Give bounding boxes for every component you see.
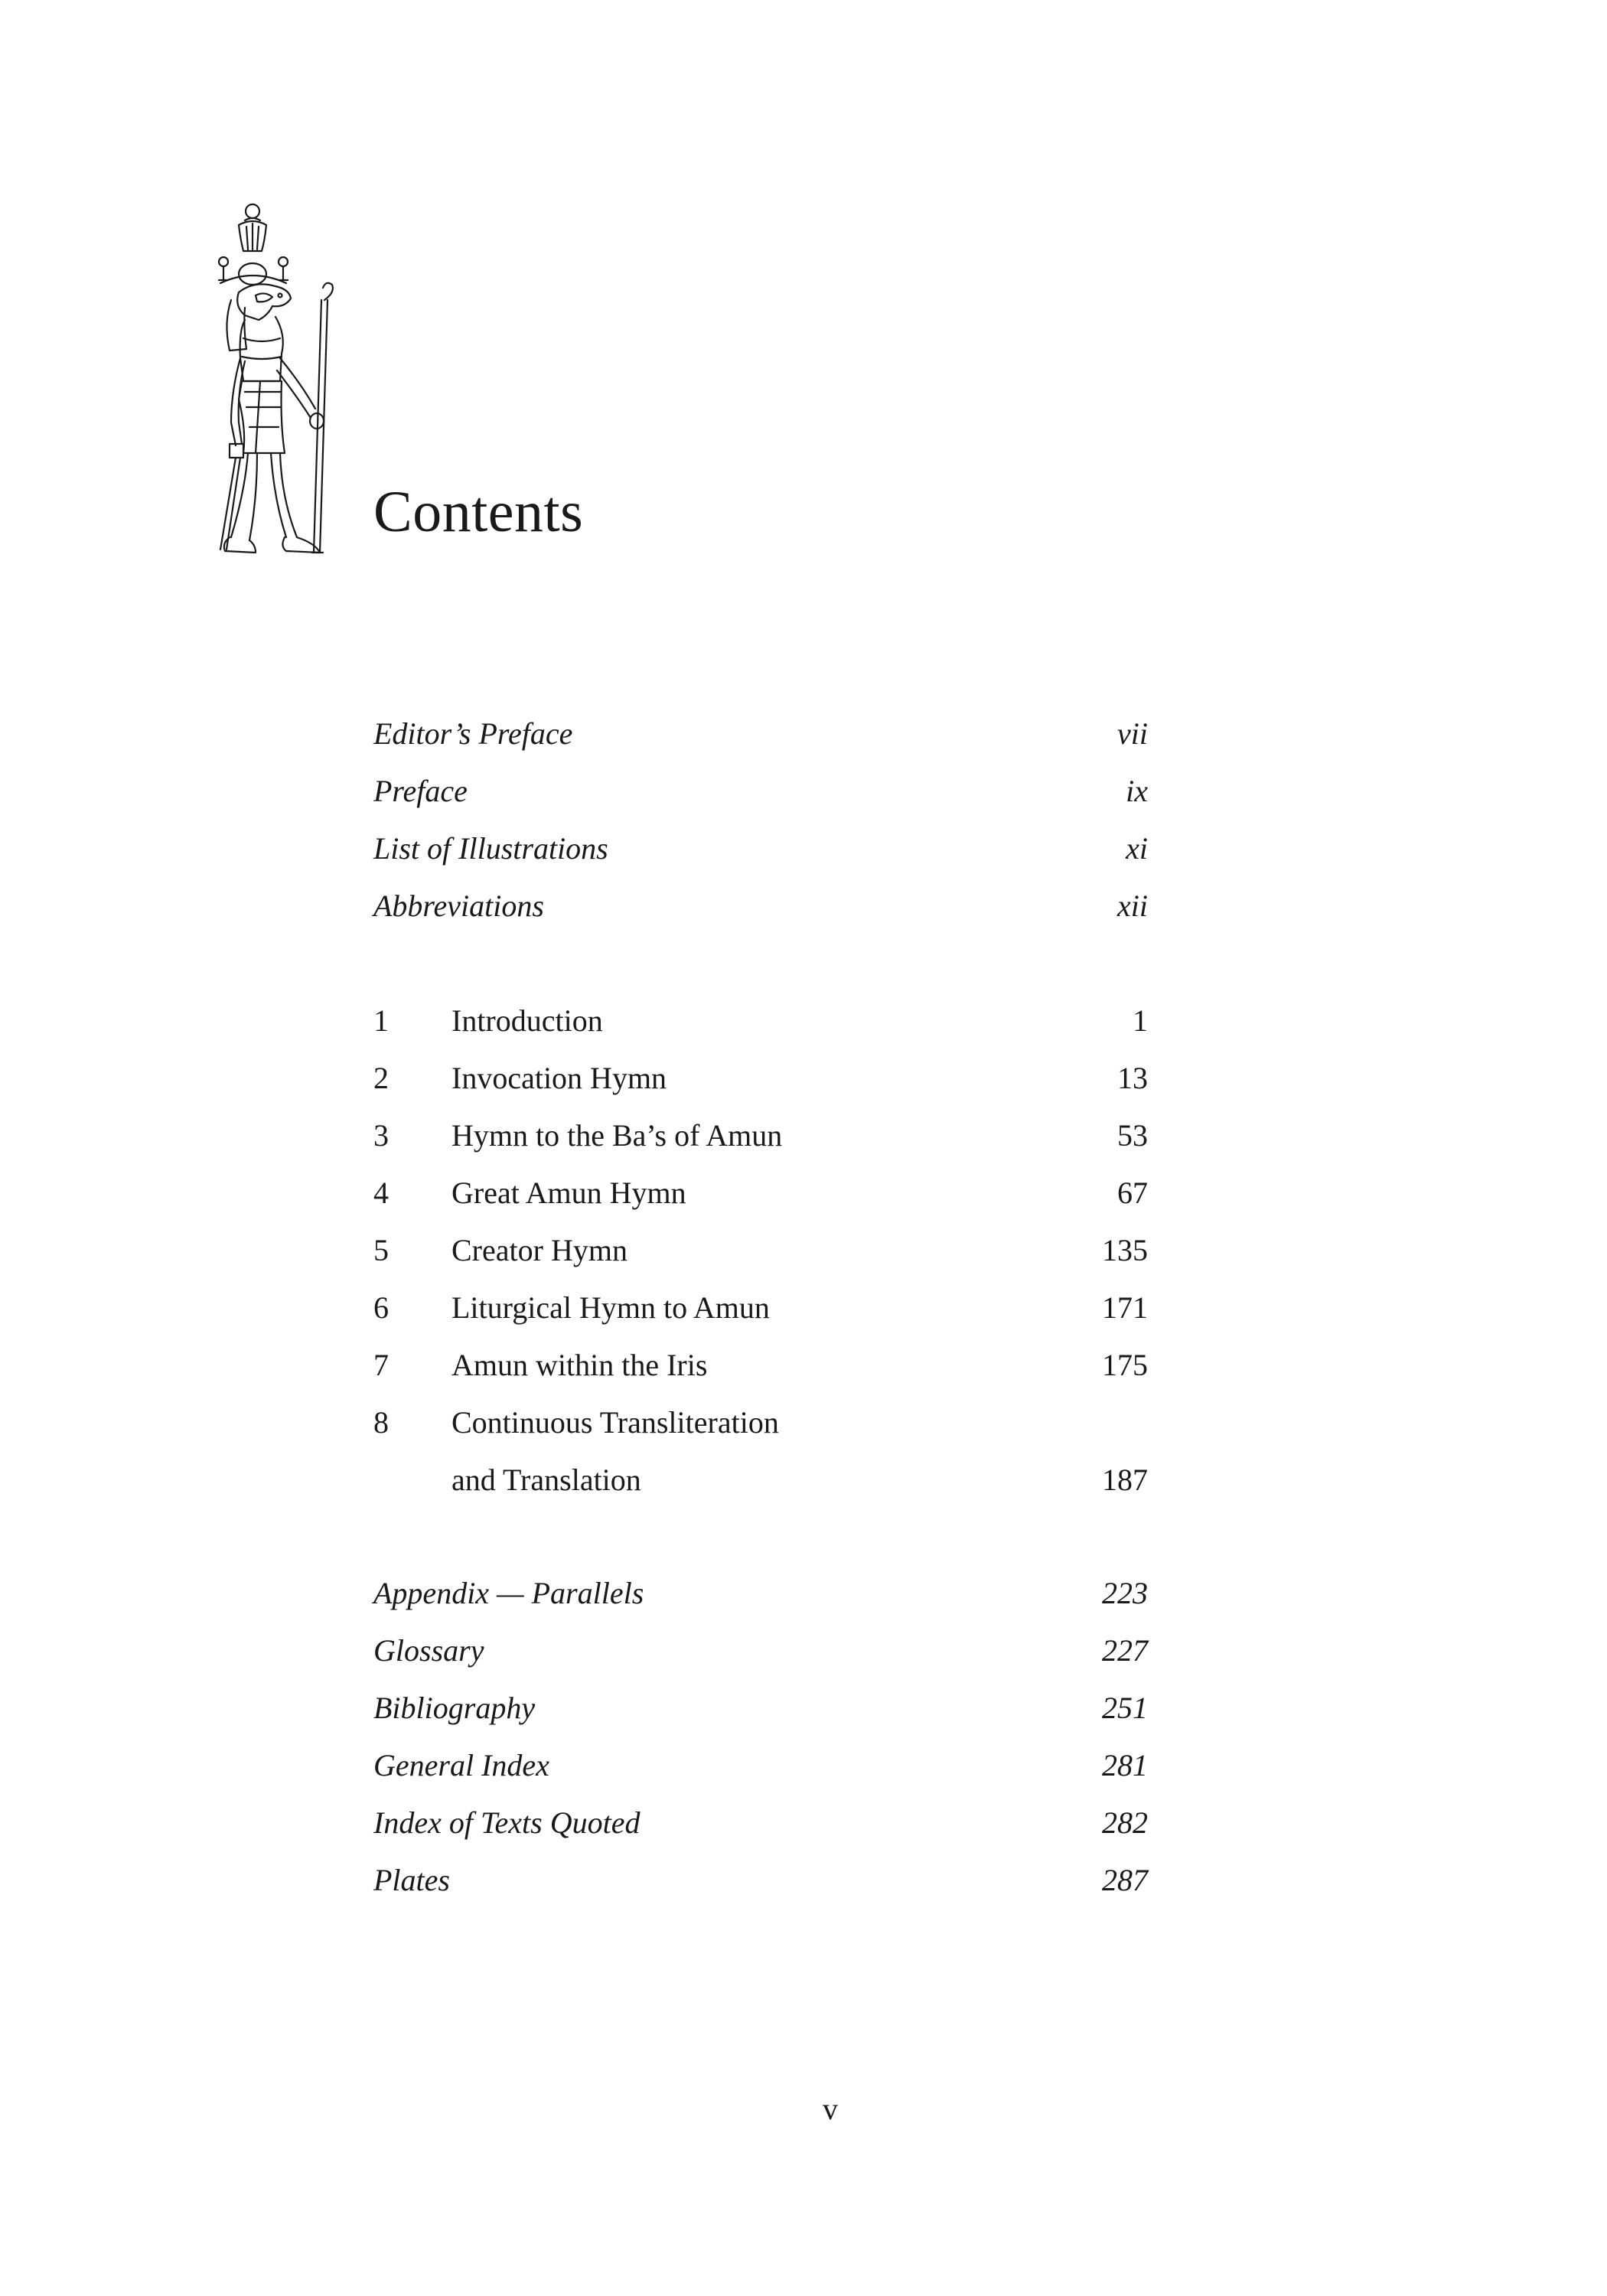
chapter-number: 2 (373, 1061, 389, 1095)
chapter-page: 187 (1102, 1463, 1148, 1497)
chapter-entry[interactable] (373, 1347, 1148, 1404)
chapter-entry[interactable] (373, 1404, 1148, 1462)
chapter-number: 8 (373, 1405, 389, 1440)
chapter-title: Liturgical Hymn to Amun (451, 1290, 770, 1325)
toc-entry-page: 223 (1102, 1576, 1148, 1610)
toc-entry-page: vii (1117, 716, 1148, 751)
toc-entry-label: Plates (373, 1863, 450, 1897)
chapter-title: Introduction (451, 1003, 603, 1038)
toc-entry-label: Index of Texts Quoted (373, 1805, 641, 1840)
page-title: Contents (373, 479, 584, 544)
chapter-title: Invocation Hymn (451, 1061, 667, 1095)
toc-entry[interactable] (373, 1862, 1148, 1919)
chapter-list (373, 1003, 1148, 1519)
chapter-title: Creator Hymn (451, 1233, 627, 1267)
page-number: v (823, 2092, 838, 2126)
chapter-entry[interactable] (373, 1117, 1148, 1175)
back-matter-list (373, 1575, 1148, 1919)
toc-entry-label: Preface (373, 774, 468, 808)
chapter-number: 3 (373, 1118, 389, 1153)
chapter-number: 4 (373, 1176, 389, 1210)
chapter-title: Amun within the Iris (451, 1348, 708, 1382)
chapter-page: 171 (1102, 1290, 1148, 1325)
toc-entry[interactable] (373, 888, 1148, 945)
chapter-page: 135 (1102, 1233, 1148, 1267)
chapter-title: Hymn to the Ba’s of Amun (451, 1118, 783, 1153)
chapter-entry-continuation[interactable] (373, 1462, 1148, 1519)
toc-entry-label: Glossary (373, 1633, 484, 1668)
chapter-entry[interactable] (373, 1232, 1148, 1290)
toc-entry[interactable] (373, 830, 1148, 888)
chapter-page: 67 (1117, 1176, 1148, 1210)
chapter-page: 175 (1102, 1348, 1148, 1382)
chapter-entry[interactable] (373, 1290, 1148, 1347)
toc-entry-page: xi (1126, 831, 1148, 866)
toc-entry[interactable] (373, 1805, 1148, 1862)
chapter-number: 1 (373, 1003, 389, 1038)
chapter-title: Great Amun Hymn (451, 1176, 686, 1210)
chapter-entry[interactable] (373, 1003, 1148, 1060)
chapter-title: Continuous Transliteration (451, 1405, 779, 1440)
chapter-number: 7 (373, 1348, 389, 1382)
ram-headed-deity-figure-icon (200, 201, 354, 560)
toc-entry-page: 227 (1102, 1633, 1148, 1668)
toc-entry-label: List of Illustrations (373, 831, 608, 866)
chapter-entry[interactable] (373, 1175, 1148, 1232)
chapter-page: 53 (1117, 1118, 1148, 1153)
toc-entry-page: 281 (1102, 1748, 1148, 1782)
toc-entry-label: Editor’s Preface (373, 716, 573, 751)
toc-entry-page: 287 (1102, 1863, 1148, 1897)
chapter-number: 5 (373, 1233, 389, 1267)
chapter-page: 13 (1117, 1061, 1148, 1095)
chapter-number: 6 (373, 1290, 389, 1325)
toc-entry[interactable] (373, 1575, 1148, 1632)
toc-entry-label: General Index (373, 1748, 549, 1782)
toc-entry-label: Bibliography (373, 1691, 536, 1725)
toc-entry-label: Appendix — Parallels (373, 1576, 644, 1610)
toc-entry[interactable] (373, 1747, 1148, 1805)
toc-entry[interactable] (373, 716, 1148, 773)
toc-entry[interactable] (373, 773, 1148, 830)
toc-entry-page: 251 (1102, 1691, 1148, 1725)
toc-entry-label: Abbreviations (373, 889, 544, 923)
chapter-page: 1 (1133, 1003, 1148, 1038)
toc-entry-page: xii (1117, 889, 1148, 923)
chapter-title: and Translation (451, 1463, 641, 1497)
toc-entry-page: ix (1126, 774, 1148, 808)
front-matter-list (373, 716, 1148, 945)
toc-entry-page: 282 (1102, 1805, 1148, 1840)
chapter-entry[interactable] (373, 1060, 1148, 1117)
toc-entry[interactable] (373, 1690, 1148, 1747)
toc-entry[interactable] (373, 1632, 1148, 1690)
